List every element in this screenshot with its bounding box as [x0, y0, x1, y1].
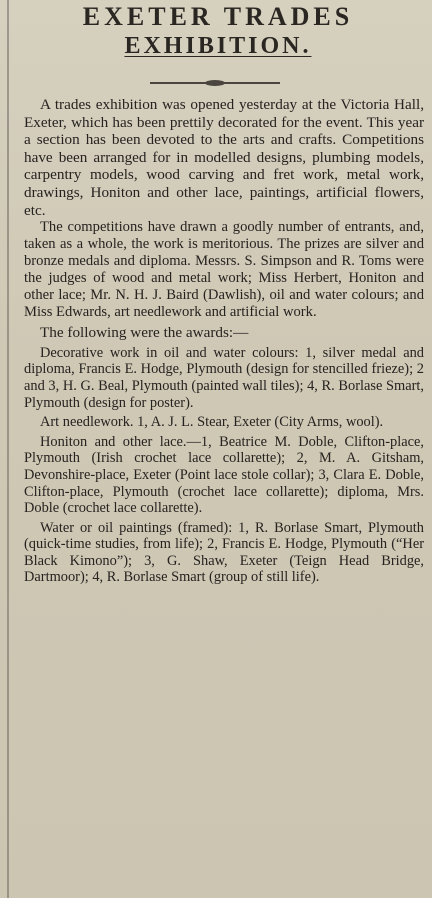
headline-line-1: EXETER TRADES: [82, 2, 354, 31]
headline: [18, 2, 418, 60]
paragraph-art-needlework: Art needlework. 1, A. J. L. Stear, Exeter (City Arms, wool).: [40, 414, 384, 431]
headline-line-2: EXHIBITION.: [124, 33, 312, 59]
paragraph-awards-heading: The following were the awards:—: [40, 324, 249, 342]
paragraph-intro: A trades exhibition was opened yesterday at the Victoria Hall, Exeter, which has been prettily decorated for the event. This year a section has been devoted to the arts and crafts. Competitions have been arranged for in modelled designs, plumbing models, carpentry models, wood carving and fret work, metal work, drawings, Honiton and other lace, paintings, artificial flowers, etc.: [24, 96, 424, 219]
article-body: [24, 96, 424, 586]
column-rule: [7, 0, 9, 898]
paragraph-honiton-lace: Honiton and other lace.—1, Beatrice M. Doble, Clifton-place, Plymouth (Irish crochet lace collarette); 2, M. A. Gitsham, Devonshire-place, Exeter (Point lace stole collar); 3, Clara E. Doble, Clifton-place, Plymouth (crochet lace collarette); diploma, Mrs. Doble (crochet lace collarette).: [24, 433, 424, 517]
section-divider: [150, 82, 280, 84]
paragraph-decorative-work: Decorative work in oil and water colours: 1, silver medal and diploma, Francis E. Hodge, Plymouth (design for stencilled frieze); 2 and 3, H. G. Beal, Plymouth (painted wall tiles); 4, R. Borlase Smart, Plymouth (design for poster).: [24, 344, 424, 411]
paragraph-judges: The competitions have drawn a goodly number of entrants, and, taken as a whole, the work is meritorious. The prizes are silver and bronze medals and diploma. Messrs. S. Simpson and R. Toms were the judges of wood and metal work; Miss Herbert, Honiton and other lace; Mr. N. H. J. Baird (Dawlish), oil and water colours; and Miss Edwards, art needlework and artificial work.: [24, 219, 424, 321]
paragraph-paintings: Water or oil paintings (framed): 1, R. Borlase Smart, Plymouth (quick-time studies, from life); 2, Francis E. Hodge, Plymouth (“Her Black Kimono”); 3, G. Shaw, Exeter (Teign Head Bridge, Dartmoor); 4, R. Borlase Smart (group of still life).: [24, 519, 424, 586]
